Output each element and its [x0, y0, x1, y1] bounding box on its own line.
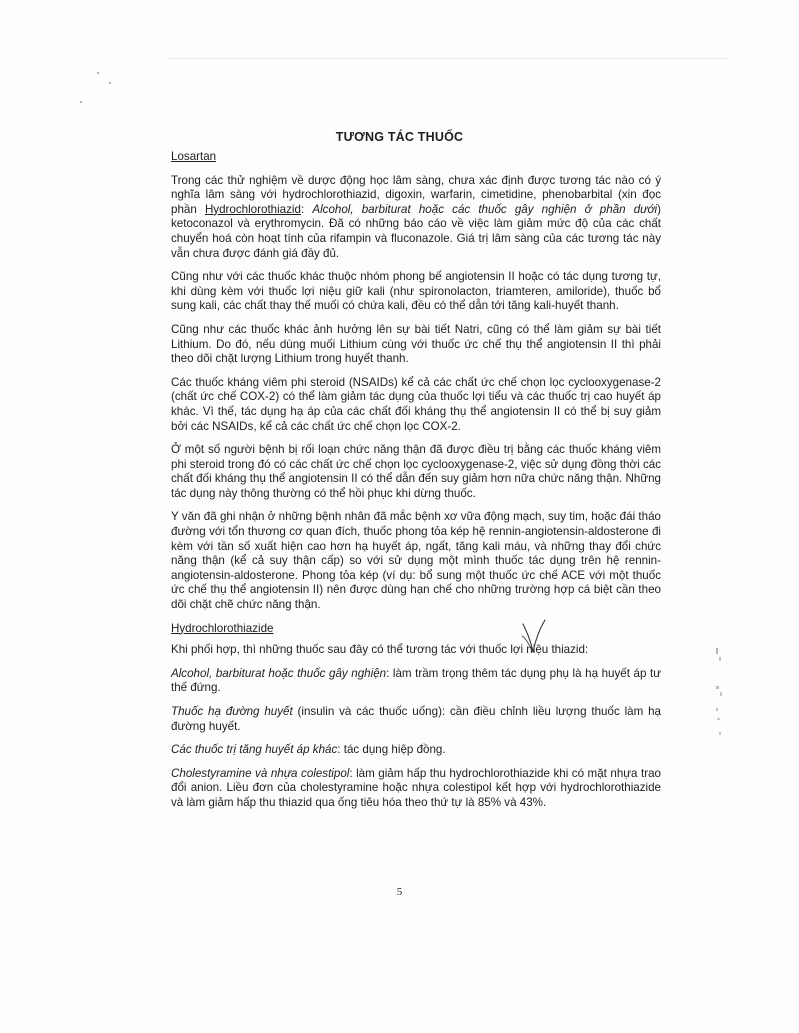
- losartan-paragraph-1: [171, 174, 661, 262]
- interaction-item: [171, 705, 661, 734]
- section-heading-hydrochlorothiazide: Hydrochlorothiazide: [171, 621, 274, 635]
- interaction-item-text: (insulin và các thuốc uống): cần điều chỉnh liều lượng thuốc làm hạ đường huyết.: [171, 705, 662, 733]
- hydrochlorothiazide-intro: Khi phối hợp, thì những thuốc sau đây có thể tương tác với thuốc lợi niệu thiazid:: [171, 643, 589, 657]
- losartan-p1-text-b: :: [300, 202, 313, 216]
- hydrochlorothiazid-reference: Hydrochlorothiazid: [204, 202, 301, 216]
- interaction-item-text: : tác dụng hiệp đồng.: [337, 743, 446, 757]
- handwritten-check-mark: [519, 618, 549, 658]
- document-title: TƯƠNG TÁC THUỐC: [335, 130, 464, 144]
- scan-speck: [97, 72, 99, 74]
- section-heading-losartan: Losartan: [171, 150, 217, 163]
- document-body: [171, 150, 661, 820]
- interaction-item-label: Các thuốc trị tăng huyết áp khác: [171, 743, 338, 757]
- interaction-item-label: Cholestyramine và nhựa colestipol: [171, 766, 350, 780]
- page-number: 5: [396, 886, 403, 898]
- interaction-item-text: : làm giảm hấp thu hydrochlorothiazide khi có mặt nhựa trao đổi anion. Liều đơn của cholestyramine hoặc nhựa colestipol kết hợp với hydrochlorothiazide và làm giảm hấp thu thiazid qua ống tiêu hóa theo thứ tự là 85% và 43%.: [171, 766, 661, 809]
- losartan-paragraph-6: Y văn đã ghi nhận ở những bệnh nhân đã mắc bệnh xơ vữa động mạch, suy tim, hoặc đái tháo đường với tổn thương cơ quan đích, thuốc phong tỏa kép hệ rennin-angiotensin-aldosterone đi kèm với tần số xuất hiện cao hơn hạ huyết áp, ngất, tăng kali máu, và những thay đổi chức năng thận (kể cả suy thận cấp) so với sử dụng một mình thuốc tác dụng trên hệ rennin-angiotensin-aldosterone. Phong tỏa kép (ví dụ: bổ sung một thuốc ức chế ACE với một thuốc ức chế thụ thể angiotensin II) nên được dùng hạn chế cho những trường hợp cá biệt cần theo dõi chặt chẽ chức năng thận.: [171, 510, 661, 612]
- scan-speck: [109, 82, 111, 84]
- losartan-paragraph-2: Cũng như với các thuốc khác thuộc nhóm phong bế angiotensin II hoặc có tác dụng tương tự, khi dùng kèm với thuốc lợi niệu giữ kali (như spironolacton, triamteren, amiloride), thuốc bổ sung kali, các chất thay thế muối có chứa kali, đều có thể dẫn tới tăng kali-huyết thanh.: [171, 270, 661, 313]
- losartan-p1-text-c: ) ketoconazol và erythromycin. Đã có những báo cáo về việc làm giảm mức độ của các chất chuyển hoá còn hoạt tính của rifampin và fluconazole. Giá trị lâm sàng của các tương tác này vẫn chưa được đánh giá đầy đủ.: [171, 202, 661, 260]
- scan-speck: [80, 101, 82, 103]
- interaction-item: [171, 767, 661, 811]
- interaction-item: [171, 667, 661, 696]
- losartan-p1-text-a: Trong các thử nghiệm về dược động học lâm sàng, chưa xác định được tương tác nào có ý nghĩa lâm sàng với hydrochlorothiazid, digoxin, warfarin, cimetidine, phenobarbital (xin đọc phần: [171, 173, 661, 216]
- margin-seal-marks: [712, 648, 726, 738]
- losartan-p1-italic: Alcohol, barbiturat hoặc các thuốc gây nghiện ở phần dưới: [312, 202, 658, 216]
- interaction-item-label: Thuốc hạ đường huyết: [171, 705, 293, 718]
- interaction-item: [171, 743, 661, 758]
- losartan-paragraph-4: Các thuốc kháng viêm phi steroid (NSAIDs) kể cả các chất ức chế chọn lọc cyclooxygenase-2 (chất ức chế COX-2) có thể làm giảm tác dụng của thuốc lợi tiểu và các thuốc trị cao huyết áp khác. Vì thế, tác dụng hạ áp của các chất đối kháng thụ thể angiotensin II có thể bị suy giảm bởi các NSAIDs, kể cả các chất ức chế chọn lọc COX-2.: [171, 375, 661, 433]
- scan-top-rule: [168, 58, 728, 59]
- interaction-item-text: : làm trầm trọng thêm tác dụng phụ là hạ huyết áp tư thế đứng.: [171, 666, 661, 695]
- interaction-item-label: Alcohol, barbiturat hoặc thuốc gây nghiện: [171, 666, 387, 680]
- losartan-paragraph-5: Ở một số người bệnh bị rối loạn chức năng thận đã được điều trị bằng các thuốc kháng viêm phi steroid trong đó có các chất ức chế chọn lọc cyclooxygenase-2, việc sử dụng đồng thời các chất đối kháng thụ thể angiotensin II có thể dẫn đến suy giảm hơn nữa chức năng thận. Những tác dụng này thông thường có thể hồi phục khi dừng thuốc.: [171, 443, 661, 500]
- losartan-paragraph-3: Cũng như các thuốc khác ảnh hưởng lên sự bài tiết Natri, cũng có thể làm giảm sự bài tiết Lithium. Do đó, nếu dùng muối Lithium cùng với thuốc ức chế thụ thể angiotensin II thì phải theo dõi chặt lượng Lithium trong huyết thanh.: [171, 322, 661, 366]
